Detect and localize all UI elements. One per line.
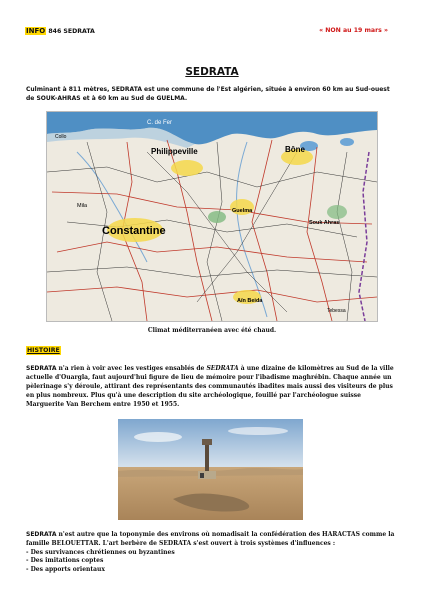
region-map	[46, 111, 378, 322]
map-label-tebessa: Tebessa	[327, 308, 346, 314]
issue-label: 846 SEDRATA	[46, 28, 95, 35]
map-label-constantine: Constantine	[102, 225, 166, 237]
map-illustration	[47, 112, 377, 321]
page-title: SEDRATA	[185, 66, 239, 78]
map-label-philippeville: Philippeville	[151, 147, 198, 156]
para1-text1: n'a rien à voir avec les vestiges ensablés de	[56, 365, 207, 372]
slogan: « NON au 19 mars »	[319, 27, 388, 34]
map-label-mila: Mila	[77, 203, 88, 209]
desert-photo-illustration	[118, 419, 303, 520]
info-tag: INFO	[26, 27, 46, 35]
para2-text: n'est autre que la toponymie des environs où nomadisait la confédération des HARACTAS comme la famille BELOUETTAR. L'art berbère de SEDRATA s'est ouvert à trois systèmes d'influences :	[26, 531, 395, 547]
list-item: - Des apports orientaux	[26, 566, 398, 575]
para1-text2: à une dizaine de kilomètres au Sud de la ville actuelle d'Ouargla, faut aujourd'hui figure de lieu de mémoire pour l'ibadisme maghrébin. Chaque année un pèlerinage s'y déroule, attirant des représentants des communautés ibadites mais aussi des visiteurs de plus en plus nombreux. Plus qu'à une description du site archéologique, fouillé par l'archéologue suisse Marguerite Van Berchem entre 1950 et 1955.	[26, 365, 394, 408]
para1-emphasis: SEDRATA	[206, 365, 239, 372]
map-label-cap: C. de Fer	[147, 120, 173, 126]
map-label-collo: Collo	[55, 134, 67, 140]
intro-paragraph: Culminant à 811 mètres, SEDRATA est une commune de l'Est algérien, située à environ 60 km au Sud-ouest de SOUK-AHRAS et à 60 km au Sud de GUELMA.	[26, 86, 390, 102]
list-item: - Des imitations coptes	[26, 557, 398, 566]
header-issue	[25, 27, 95, 35]
list-item: - Des survivances chrétiennes ou byzantines	[26, 549, 398, 558]
map-label-bone: Bône	[285, 145, 305, 154]
influence-list	[26, 549, 398, 575]
page-header	[25, 27, 388, 39]
para1-lead: SEDRATA	[26, 365, 57, 372]
section-heading-histoire: HISTOIRE	[27, 347, 60, 354]
map-label-guelma: Guelma	[232, 208, 253, 214]
history-paragraph	[26, 364, 398, 409]
site-photo	[118, 419, 303, 520]
toponymy-paragraph	[26, 531, 398, 575]
map-caption: Climat méditerranéen avec été chaud.	[147, 327, 277, 334]
map-label-ainbeida: Aïn Beida	[237, 298, 263, 304]
map-label-souk: Souk Ahras	[309, 220, 340, 226]
para2-lead: SEDRATA	[26, 531, 57, 538]
